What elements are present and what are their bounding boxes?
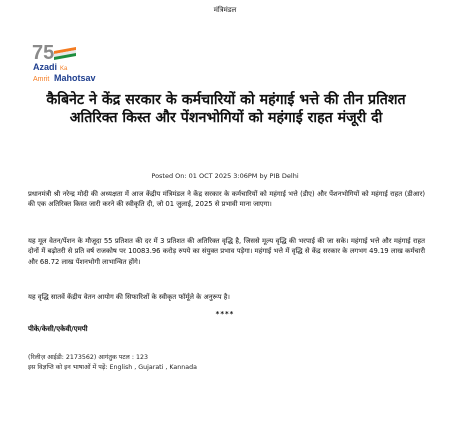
logo-word-ka: Ka <box>60 66 68 72</box>
azadi-ka-amrit-mahotsav-logo <box>30 41 110 86</box>
separator-stars: **** <box>215 310 235 318</box>
paragraph-2: यह मूल वेतन/पेंशन के मौजूदा 55 प्रतिशत की दर में 3 प्रतिशत की अतिरिक्त वृद्धि है, जिससे मूल्य वृद्धि की भरपाई की जा सके। महंगाई भत्ते और महंगाई राहत दोनों में बढ़ोतरी से प्रति वर्ष राजकोष पर 10083.96 करोड़ रुपये का संयुक्त प्रभाव पड़ेगा। महंगाई भत्ते में वृद्धि से केंद्र सरकार के लगभग 49.19 लाख कर्मचारी और 68.72 लाख पेंशनभोगी लाभान्वित होंगे। <box>28 237 425 266</box>
paragraph-1: प्रधानमंत्री श्री नरेन्द्र मोदी की अध्यक्षता में आज केंद्रीय मंत्रिमंडल ने केंद्र सरकार के कर्मचारियों को महंगाई भत्ते (डीए) और पेंशनभोगियों को महंगाई राहत (डीआर) की एक अतिरिक्त किस्त जारी करने की स्वीकृति दी, जो 01 जुलाई, 2025 से प्रभावी माना जाएगा। <box>28 190 425 209</box>
page-title: कैबिनेट ने केंद्र सरकार के कर्मचारियों को महंगाई भत्ते की तीन प्रतिशत अतिरिक्त किस्त और पेंशनभोगियों को महंगाई राहत मंजूरी दी <box>46 92 406 126</box>
logo-word-amrit: Amrit <box>33 76 50 83</box>
language-links[interactable]: इस विज्ञप्ति को इन भाषाओं में पढ़ें: English , Gujarati , Kannada <box>28 364 197 371</box>
logo-number: 75 <box>32 42 55 64</box>
logo-graphic <box>30 41 110 86</box>
logo-word-azadi: Azadi <box>33 62 58 72</box>
ministry-label: मंत्रिमंडल <box>213 6 237 14</box>
release-id: (रिलीज़ आईडी: 2173562) आगंतुक पटल : 123 <box>28 354 148 361</box>
signature-initials: पीके/केसी/एकेवी/एमपी <box>28 325 88 333</box>
posted-date: Posted On: 01 OCT 2025 3:06PM by PIB Delhi <box>151 172 299 180</box>
paragraph-3: यह वृद्धि सातवें केंद्रीय वेतन आयोग की सिफारिशों के स्वीकृत फॉर्मूले के अनुरूप है। <box>28 293 230 301</box>
logo-word-mahotsav: Mahotsav <box>54 73 96 83</box>
